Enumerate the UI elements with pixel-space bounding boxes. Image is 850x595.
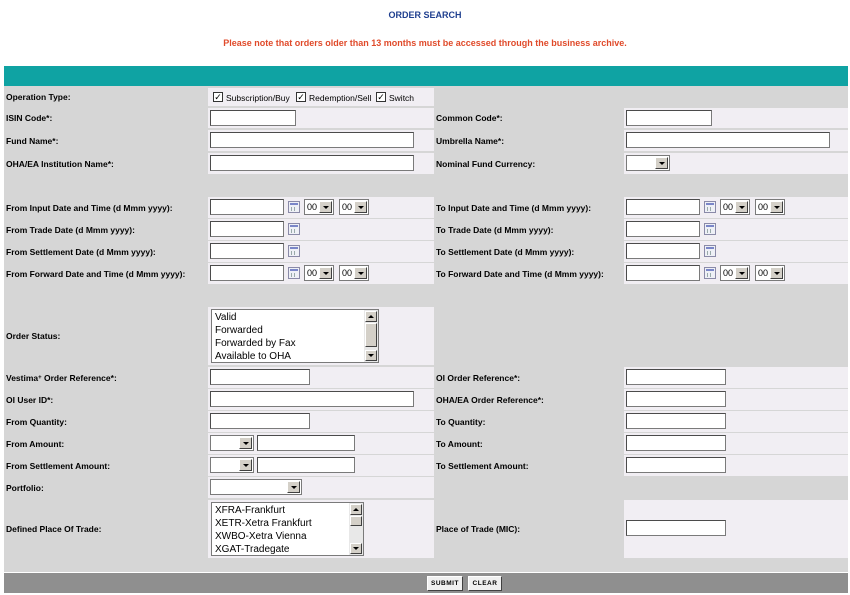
oi-order-ref-label: OI Order Reference*: — [434, 367, 624, 388]
from-amount-cell — [208, 433, 434, 454]
quantity-row — [4, 411, 848, 432]
portfolio-select[interactable] — [210, 479, 302, 495]
scroll-thumb[interactable] — [365, 323, 377, 347]
from-forward-date-cell — [208, 263, 434, 284]
from-quantity-label: From Quantity: — [4, 411, 206, 432]
calendar-icon[interactable] — [288, 267, 300, 279]
to-settlement-amount-cell — [624, 455, 848, 476]
fund-name-input[interactable] — [210, 132, 414, 148]
from-forward-hour-select[interactable] — [304, 265, 334, 281]
institution-row — [4, 153, 848, 174]
amount-row — [4, 433, 848, 454]
scrollbar[interactable] — [364, 310, 378, 362]
from-quantity-cell — [208, 411, 434, 432]
settlement-date-row — [4, 241, 848, 262]
to-trade-date-field[interactable] — [626, 221, 700, 237]
subscription-checkbox[interactable]: ✓ — [214, 92, 222, 102]
chevron-down-icon[interactable] — [319, 201, 332, 213]
oha-institution-cell — [208, 153, 434, 174]
minute-value: 00 — [342, 202, 353, 212]
scroll-up-icon[interactable] — [350, 504, 362, 515]
umbrella-name-cell — [624, 130, 848, 151]
isin-code-input[interactable] — [210, 110, 296, 126]
to-forward-minute-select[interactable] — [755, 265, 785, 281]
input-date-row — [4, 197, 848, 218]
umbrella-name-label: Umbrella Name*: — [434, 130, 624, 151]
action-bar — [4, 573, 848, 593]
switch-label: Switch — [389, 93, 415, 103]
place-of-trade-mic-input[interactable] — [626, 520, 726, 536]
fund-name-label: Fund Name*: — [4, 130, 206, 151]
fund-name-row — [4, 130, 848, 151]
minute-value: 00 — [758, 268, 769, 278]
list-item[interactable]: Available to OHA — [215, 351, 291, 362]
to-forward-date-field[interactable] — [626, 265, 700, 281]
to-settlement-amount-input[interactable] — [626, 457, 726, 473]
from-input-minute-select[interactable] — [339, 199, 369, 215]
oi-user-id-input[interactable] — [210, 391, 414, 407]
currency-select[interactable] — [626, 155, 670, 171]
to-forward-hour-select[interactable] — [720, 265, 750, 281]
oi-user-id-label: OI User ID*: — [4, 389, 206, 410]
list-item[interactable]: Valid — [215, 312, 237, 323]
switch-checkbox[interactable]: ✓ — [377, 92, 385, 102]
chevron-down-icon[interactable] — [770, 201, 783, 213]
to-quantity-label: To Quantity: — [434, 411, 624, 432]
chevron-down-icon[interactable] — [735, 267, 748, 279]
oi-order-ref-input[interactable] — [626, 369, 726, 385]
portfolio-row — [4, 477, 848, 498]
order-status-listbox[interactable] — [211, 309, 379, 363]
to-trade-date-label: To Trade Date (d Mmm yyyy): — [434, 219, 624, 240]
calendar-icon[interactable] — [288, 201, 300, 213]
to-amount-input[interactable] — [626, 435, 726, 451]
list-item[interactable]: XGAT-Tradegate — [215, 544, 290, 555]
list-item[interactable]: Forwarded — [215, 325, 263, 336]
common-code-label: Common Code*: — [434, 108, 624, 128]
order-status-row — [4, 307, 848, 365]
umbrella-name-input[interactable] — [626, 132, 830, 148]
vestima-ref-suffix: Order Reference*: — [41, 372, 117, 383]
from-forward-minute-select[interactable] — [339, 265, 369, 281]
vestima-ref-label — [4, 367, 206, 388]
settlement-amount-row — [4, 455, 848, 476]
from-quantity-input[interactable] — [210, 413, 310, 429]
to-input-date-label: To Input Date and Time (d Mmm yyyy): — [434, 197, 624, 218]
to-quantity-cell — [624, 411, 848, 432]
scroll-thumb[interactable] — [350, 516, 362, 526]
from-trade-date-label: From Trade Date (d Mmm yyyy): — [4, 219, 206, 240]
calendar-icon[interactable] — [704, 267, 716, 279]
clear-button[interactable]: CLEAR — [468, 576, 502, 591]
to-quantity-input[interactable] — [626, 413, 726, 429]
to-settlement-date-cell — [624, 241, 848, 262]
calendar-icon[interactable] — [288, 245, 300, 257]
portfolio-label: Portfolio: — [4, 477, 206, 498]
from-input-date-label: From Input Date and Time (d Mmm yyyy): — [4, 197, 206, 218]
archive-notice: Please note that orders older than 13 months must be accessed through the business archive. — [223, 38, 627, 48]
from-settlement-date-field[interactable] — [210, 243, 284, 259]
from-amount-label: From Amount: — [4, 433, 206, 454]
minute-value: 00 — [342, 268, 353, 278]
calendar-icon[interactable] — [704, 245, 716, 257]
list-item[interactable]: XETR-Xetra Frankfurt — [215, 518, 312, 529]
calendar-icon[interactable] — [704, 223, 716, 235]
from-trade-date-field[interactable] — [210, 221, 284, 237]
common-code-cell — [624, 108, 848, 128]
order-status-label: Order Status: — [4, 307, 206, 365]
currency-cell — [624, 153, 848, 174]
to-input-date-field[interactable] — [626, 199, 700, 215]
chevron-down-icon[interactable] — [287, 481, 300, 493]
to-settlement-amount-label: To Settlement Amount: — [434, 455, 624, 476]
subscription-label: Subscription/Buy — [226, 93, 290, 103]
from-settlement-date-label: From Settlement Date (d Mmm yyyy): — [4, 241, 206, 262]
from-amount-currency-select[interactable] — [210, 435, 254, 451]
hour-value: 00 — [723, 202, 734, 212]
oha-order-ref-input[interactable] — [626, 391, 726, 407]
chevron-down-icon[interactable] — [239, 459, 252, 471]
chevron-down-icon[interactable] — [354, 267, 367, 279]
chevron-down-icon[interactable] — [239, 437, 252, 449]
calendar-icon[interactable] — [288, 223, 300, 235]
vestima-ref-sup: + — [38, 374, 42, 381]
chevron-down-icon[interactable] — [770, 267, 783, 279]
common-code-input[interactable] — [626, 110, 712, 126]
to-amount-label: To Amount: — [434, 433, 624, 454]
operation-type-label: Operation Type: — [4, 88, 206, 106]
from-settlement-amount-cell — [208, 455, 434, 476]
from-settlement-currency-select[interactable] — [210, 457, 254, 473]
vestima-ref-prefix: Vestima — [6, 372, 39, 383]
vestima-ref-row — [4, 367, 848, 388]
place-of-trade-mic-label: Place of Trade (MIC): — [434, 500, 624, 558]
isin-row — [4, 108, 848, 128]
hour-value: 00 — [307, 268, 318, 278]
from-forward-date-label: From Forward Date and Time (d Mmm yyyy): — [4, 263, 206, 284]
to-input-minute-select[interactable] — [755, 199, 785, 215]
oi-user-row — [4, 389, 848, 410]
currency-label: Nominal Fund Currency: — [434, 153, 624, 174]
operation-type-row — [4, 88, 848, 106]
place-of-trade-row — [4, 500, 848, 558]
hour-value: 00 — [307, 202, 318, 212]
scroll-down-icon[interactable] — [350, 543, 362, 554]
portfolio-cell — [208, 477, 434, 498]
redemption-checkbox[interactable]: ✓ — [297, 92, 305, 102]
isin-code-label: ISIN Code*: — [4, 108, 206, 128]
defined-place-of-trade-cell — [208, 500, 434, 558]
minute-value: 00 — [758, 202, 769, 212]
from-input-hour-select[interactable] — [304, 199, 334, 215]
fund-name-cell — [208, 130, 434, 151]
to-amount-cell — [624, 433, 848, 454]
header-accent-bar — [4, 66, 848, 86]
from-amount-input[interactable] — [257, 435, 355, 451]
to-input-date-cell — [624, 197, 848, 218]
to-settlement-date-field[interactable] — [626, 243, 700, 259]
to-forward-date-cell — [624, 263, 848, 284]
from-settlement-amount-input[interactable] — [257, 457, 355, 473]
submit-button[interactable]: SUBMIT — [427, 576, 463, 591]
to-settlement-date-label: To Settlement Date (d Mmm yyyy): — [434, 241, 624, 262]
to-forward-date-label: To Forward Date and Time (d Mmm yyyy): — [434, 263, 624, 284]
forward-date-row — [4, 263, 848, 284]
scrollbar[interactable] — [349, 503, 363, 555]
oha-institution-label: OHA/EA Institution Name*: — [4, 153, 206, 174]
to-input-hour-select[interactable] — [720, 199, 750, 215]
trade-date-row — [4, 219, 848, 240]
from-trade-date-cell — [208, 219, 434, 240]
chevron-down-icon[interactable] — [354, 201, 367, 213]
vestima-ref-input[interactable] — [210, 369, 310, 385]
oha-institution-input[interactable] — [210, 155, 414, 171]
chevron-down-icon[interactable] — [319, 267, 332, 279]
list-item[interactable]: XWBO-Xetra Vienna — [215, 531, 307, 542]
chevron-down-icon[interactable] — [735, 201, 748, 213]
hour-value: 00 — [723, 268, 734, 278]
to-trade-date-cell — [624, 219, 848, 240]
vestima-ref-cell — [208, 367, 434, 388]
oi-order-ref-cell — [624, 367, 848, 388]
oha-order-ref-label: OHA/EA Order Reference*: — [434, 389, 624, 410]
list-item[interactable]: Forwarded by Fax — [215, 338, 296, 349]
place-of-trade-listbox[interactable] — [211, 502, 364, 556]
redemption-label: Redemption/Sell — [309, 93, 372, 103]
scroll-down-icon[interactable] — [365, 350, 377, 361]
from-forward-date-field[interactable] — [210, 265, 284, 281]
from-settlement-amount-label: From Settlement Amount: — [4, 455, 206, 476]
calendar-icon[interactable] — [704, 201, 716, 213]
isin-code-cell — [208, 108, 434, 128]
operation-type-options — [208, 88, 434, 106]
oha-order-ref-cell — [624, 389, 848, 410]
page-title: ORDER SEARCH — [388, 10, 462, 20]
chevron-down-icon[interactable] — [655, 157, 668, 169]
defined-place-of-trade-label: Defined Place Of Trade: — [4, 500, 206, 558]
place-of-trade-mic-cell — [624, 500, 848, 558]
list-item[interactable]: XFRA-Frankfurt — [215, 505, 286, 516]
oi-user-id-cell — [208, 389, 434, 410]
scroll-up-icon[interactable] — [365, 311, 377, 322]
from-settlement-date-cell — [208, 241, 434, 262]
from-input-date-field[interactable] — [210, 199, 284, 215]
order-status-cell — [208, 307, 434, 365]
from-input-date-cell — [208, 197, 434, 218]
